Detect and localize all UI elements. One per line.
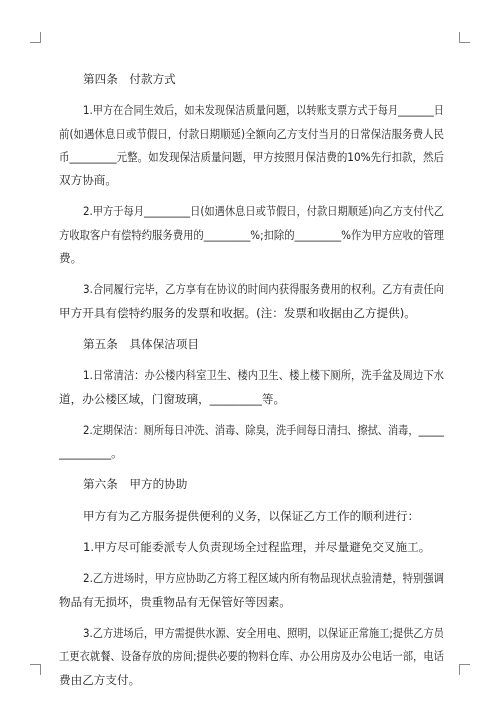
- text-line: 2.定期保洁：厕所每日冲洗、消毒、除臭，洗手间每日清扫、擦拭、消毒，_____: [83, 422, 444, 437]
- paragraph: [59, 99, 444, 192]
- text-line: 1.甲方尽可能委派专人负责现场全过程监理，并尽量避免交叉施工。: [83, 540, 431, 555]
- text-line: 费由乙方支付。: [59, 672, 141, 687]
- paragraph: [59, 567, 444, 614]
- crop-mark-top-right: [459, 32, 470, 43]
- text-line: 甲方有为乙方服务提供便利的义务，以保证乙方工作的顺利进行：: [83, 508, 420, 523]
- text-line: 币_________元整。如发现保洁质量问题，甲方按照月保洁费的10%先行扣款，然后: [59, 149, 444, 164]
- text-line: 1.甲方在合同生效后，如未发现保洁质量问题，以转账支票方式于每月_______日: [83, 103, 444, 118]
- text-line: 前(如遇休息日或节假日，付款日期顺延)全额向乙方支付当月的日常保洁服务费人民: [59, 126, 444, 141]
- crop-mark-top-left: [30, 32, 41, 43]
- text-line: 道，办公楼区域，门窗玻璃，_________等。: [59, 391, 286, 406]
- text-line: 3.合同履行完毕，乙方享有在协议的时间内获得服务费用的权利。乙方有责任向: [83, 282, 444, 297]
- section-heading: 第六条 甲方的协助: [83, 477, 188, 492]
- paragraph: [59, 278, 444, 325]
- crop-mark-bottom-left: [30, 664, 41, 675]
- paragraph: [59, 200, 444, 270]
- paragraph: [59, 505, 444, 528]
- text-line: 2.乙方进场时，甲方应协助乙方将工程区域内所有物品现状点验清楚，特别强调: [83, 571, 444, 586]
- text-line: 费。: [59, 251, 83, 266]
- paragraph: [59, 419, 444, 466]
- document-body: [59, 68, 444, 692]
- text-line: 1.日常清洁：办公楼内科室卫生、楼内卫生、楼上楼下厕所，洗手盆及周边下水: [83, 368, 444, 383]
- text-line: 甲方开具有偿特约服务的发票和收据。(注：发票和收据由乙方提供)。: [59, 305, 416, 320]
- crop-mark-bottom-right: [459, 664, 470, 675]
- text-line: 2.甲方于每月_________日(如遇休息日或节假日，付款日期顺延)向乙方支付代乙: [83, 204, 444, 219]
- paragraph: [59, 364, 444, 411]
- text-line: 工更衣就餐、设备存放的房间;提供必要的物料仓库、办公用房及办公电话一部，电话: [59, 649, 444, 664]
- paragraph: [59, 622, 444, 692]
- section-heading: 第四条 付款方式: [83, 72, 176, 86]
- text-line: _________。: [59, 446, 123, 461]
- text-line: 双方协商。: [59, 173, 117, 188]
- text-line: 方收取客户有偿特约服务费用的_________%;扣除的_________%作为甲方应收的管理: [59, 227, 444, 242]
- section-heading: 第五条 具体保洁项目: [83, 336, 199, 351]
- paragraph: [59, 536, 444, 559]
- text-line: 物品有无损坏，贵重物品有无保管好等因素。: [59, 594, 291, 609]
- text-line: 3.乙方进场后，甲方需提供水源、安全用电、照明，以保证正常施工;提供乙方员: [83, 625, 444, 640]
